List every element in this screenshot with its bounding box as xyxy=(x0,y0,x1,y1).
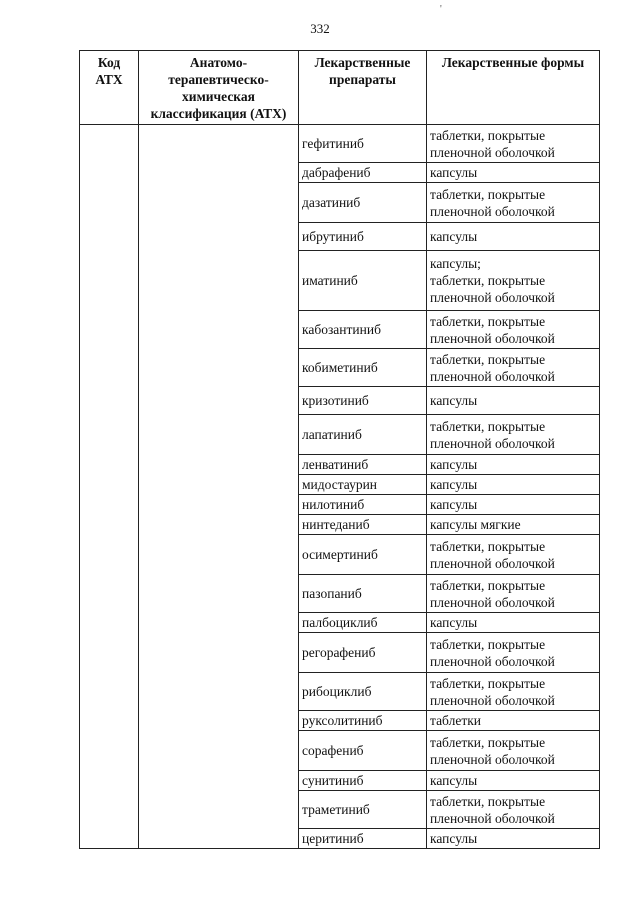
dosage-form-line: пленочной оболочкой xyxy=(430,144,555,160)
dosage-form-cell xyxy=(427,633,600,673)
drug-table xyxy=(79,50,600,849)
dosage-form-cell xyxy=(427,475,600,495)
dosage-form-cell xyxy=(427,791,600,829)
drug-name-cell: палбоциклиб xyxy=(299,613,427,633)
dosage-form-cell xyxy=(427,535,600,575)
drug-name-cell: кризотиниб xyxy=(299,387,427,415)
drug-name-cell: рибоциклиб xyxy=(299,673,427,711)
drug-name-cell: руксолитиниб xyxy=(299,711,427,731)
page-number: 332 xyxy=(310,21,330,36)
drug-name-cell: нилотиниб xyxy=(299,495,427,515)
dosage-form-line: пленочной оболочкой xyxy=(430,692,555,708)
dosage-form-cell xyxy=(427,829,600,849)
dosage-form-cell xyxy=(427,163,600,183)
dosage-form-line: таблетки, покрытые xyxy=(430,793,546,809)
dosage-form-cell xyxy=(427,731,600,771)
dosage-form-cell xyxy=(427,415,600,455)
dosage-form-cell xyxy=(427,311,600,349)
dosage-form-line: капсулы xyxy=(430,831,478,846)
dosage-form-line: капсулы xyxy=(430,477,478,492)
dosage-form-line: таблетки, покрытые xyxy=(430,538,546,554)
dosage-form-line: капсулы xyxy=(430,229,478,244)
dosage-form-cell xyxy=(427,455,600,475)
dosage-form-line: пленочной оболочкой xyxy=(430,594,555,610)
classification-cell xyxy=(139,125,299,849)
table-header-row xyxy=(80,51,600,125)
atc-code-cell xyxy=(80,125,139,849)
dosage-form-cell xyxy=(427,349,600,387)
dosage-form-cell xyxy=(427,515,600,535)
drug-name-cell: кобиметиниб xyxy=(299,349,427,387)
drug-name-cell: пазопаниб xyxy=(299,575,427,613)
dosage-form-line: пленочной оболочкой xyxy=(430,435,555,451)
dosage-form-cell xyxy=(427,673,600,711)
dosage-form-cell xyxy=(427,251,600,311)
table-row xyxy=(80,125,600,163)
dosage-form-line: пленочной оболочкой xyxy=(430,330,555,346)
dosage-form-cell xyxy=(427,125,600,163)
drug-name-cell: кабозантиниб xyxy=(299,311,427,349)
header-atc-code: Код АТХ xyxy=(80,51,139,125)
dosage-form-line: таблетки, покрытые xyxy=(430,734,546,750)
dosage-form-line: пленочной оболочкой xyxy=(430,203,555,219)
dosage-form-line: таблетки, покрытые xyxy=(430,636,546,652)
dosage-form-line: таблетки, покрытые xyxy=(430,351,546,367)
drug-name-cell: лапатиниб xyxy=(299,415,427,455)
dosage-form-line: пленочной оболочкой xyxy=(430,653,555,669)
dosage-form-line: капсулы xyxy=(430,773,478,788)
drug-name-cell: иматиниб xyxy=(299,251,427,311)
dosage-form-cell xyxy=(427,613,600,633)
drug-name-cell: гефитиниб xyxy=(299,125,427,163)
dosage-form-cell xyxy=(427,223,600,251)
dosage-form-line: капсулы xyxy=(430,615,478,630)
dosage-form-line: таблетки, покрытые xyxy=(430,577,546,593)
page-mark: ' xyxy=(440,4,442,15)
drug-name-cell: дазатиниб xyxy=(299,183,427,223)
drug-name-cell: сунитиниб xyxy=(299,771,427,791)
dosage-form-cell xyxy=(427,771,600,791)
dosage-form-line: таблетки, покрытые xyxy=(430,313,546,329)
header-forms: Лекарственные формы xyxy=(427,51,600,125)
dosage-form-line: капсулы мягкие xyxy=(430,517,521,532)
dosage-form-line: пленочной оболочкой xyxy=(430,368,555,384)
dosage-form-line: капсулы xyxy=(430,457,478,472)
drug-name-cell: осимертиниб xyxy=(299,535,427,575)
dosage-form-line: таблетки, покрытые xyxy=(430,127,546,143)
dosage-form-cell xyxy=(427,183,600,223)
dosage-form-line: пленочной оболочкой xyxy=(430,555,555,571)
drug-name-cell: мидостаурин xyxy=(299,475,427,495)
dosage-form-line: капсулы; xyxy=(430,256,481,271)
drug-name-cell: церитиниб xyxy=(299,829,427,849)
dosage-form-cell xyxy=(427,711,600,731)
header-classification: Анатомо-терапевтическо-химическая классификация (АТХ) xyxy=(139,51,299,125)
dosage-form-line: пленочной оболочкой xyxy=(430,290,555,305)
drug-name-cell: траметиниб xyxy=(299,791,427,829)
dosage-form-cell xyxy=(427,387,600,415)
drug-name-cell: ленватиниб xyxy=(299,455,427,475)
drug-name-cell: дабрафениб xyxy=(299,163,427,183)
dosage-form-line: таблетки, покрытые xyxy=(430,273,546,288)
dosage-form-line: пленочной оболочкой xyxy=(430,810,555,826)
drug-name-cell: ибрутиниб xyxy=(299,223,427,251)
dosage-form-line: капсулы xyxy=(430,165,478,180)
dosage-form-line: капсулы xyxy=(430,497,478,512)
dosage-form-cell xyxy=(427,575,600,613)
dosage-form-line: таблетки, покрытые xyxy=(430,675,546,691)
header-drugs: Лекарственные препараты xyxy=(299,51,427,125)
table-body xyxy=(80,125,600,849)
dosage-form-line: таблетки, покрытые xyxy=(430,186,546,202)
drug-name-cell: сорафениб xyxy=(299,731,427,771)
drug-name-cell: нинтеданиб xyxy=(299,515,427,535)
dosage-form-line: таблетки xyxy=(430,713,482,728)
dosage-form-line: пленочной оболочкой xyxy=(430,751,555,767)
drug-name-cell: регорафениб xyxy=(299,633,427,673)
dosage-form-line: капсулы xyxy=(430,393,478,408)
dosage-form-cell xyxy=(427,495,600,515)
dosage-form-line: таблетки, покрытые xyxy=(430,418,546,434)
